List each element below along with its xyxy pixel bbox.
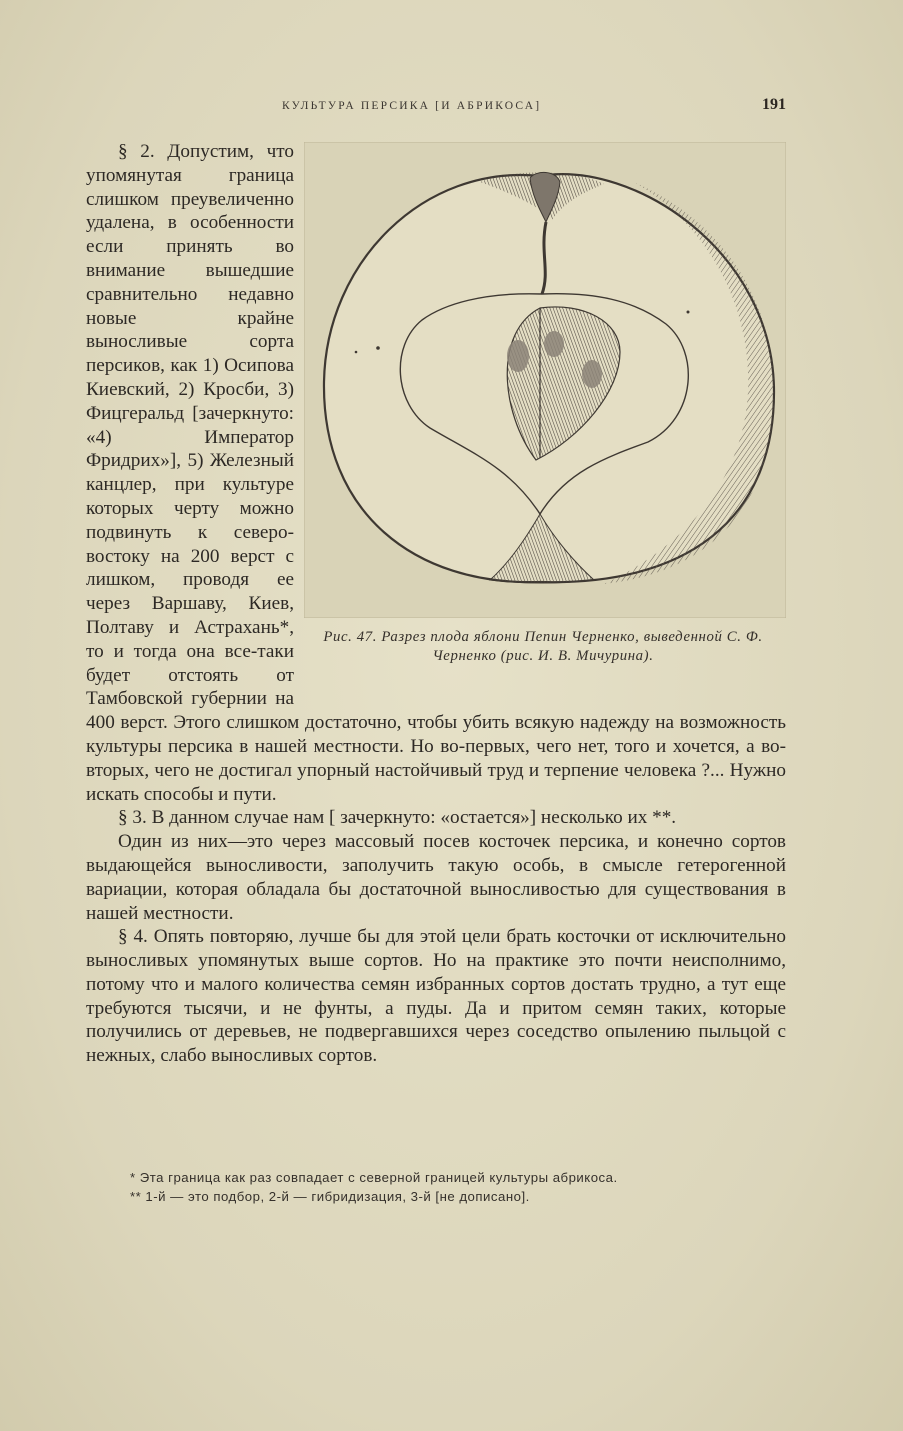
paragraph-1: § 2. Допустим, что упомянутая граница слишком преувеличенно удалена, в особенности если принять во внимание вышедшие сравнительно недавно новые крайне выносливые сорта персиков, как 1) Осипова Киевский, 2) Кросби, 3) Фицгеральд [зачеркнуто: «4) Император Фридрих»], 5) Железный канцлер, при культуре которых черту можно подвинуть к северо-востоку на 200 верст с лишком, проводя ее через Варшаву, Киев, Полтаву и Астрахань*, то и тогда она все-таки будет отстоять от Тамбовской губернии на 400 верст. Этого слишком достаточно, чтобы убить всякую надежду на возможность культуры персика в нашей местности. Но во-первых, чего нет, того и хочется, а во-вторых, чего не достигал упорный настойчивый труд и терпение человека ?... Нужно искать способы и пути. — [86, 141, 786, 805]
footnotes — [130, 1168, 780, 1206]
paragraph-4: § 4. Опять повторяю, лучше бы для этой цели брать косточки от исключительно выносливых упомянутых выше сортов. Но на практике это почти неисполнимо, потому что и малого количества семян избранных сортов достать трудно, а тут еще требуются тысячи, и не фунты, а пуды. Да и притом семян таких, которые получились от деревьев, не подвергавшихся через соседство опылению пыльцой с нежных, слабо выносливых сортов. — [86, 926, 786, 1067]
page-header — [86, 96, 786, 118]
footnote-1: * Эта граница как раз совпадает с северной границей культуры абрикоса. — [130, 1170, 618, 1185]
figure-caption: Рис. 47. Разрез плода яблони Пепин Черненко, выведенной С. Ф. Черненко (рис. И. В. Мичурина). — [323, 629, 763, 664]
paragraph-3: Один из них—это через массовый посев косточек персика, и конечно сортов выдающейся выносливости, заполучить такую особь, в смысле гетерогенной вариации, которая обладала бы достаточной выносливостью для существования в нашей местности. — [86, 831, 786, 924]
figure-47 — [304, 142, 786, 702]
footnote-2: ** 1-й — это подбор, 2-й — гибридизация, 3-й [не дописано]. — [130, 1189, 530, 1204]
page-number: 191 — [762, 96, 786, 113]
body-text — [86, 140, 786, 1068]
running-title: КУЛЬТУРА ПЕРСИКА [И АБРИКОСА] — [282, 100, 542, 112]
paragraph-2: § 3. В данном случае нам [ зачеркнуто: «остается»] несколько их **. — [118, 807, 677, 829]
apple-cross-section-illustration — [304, 142, 786, 618]
